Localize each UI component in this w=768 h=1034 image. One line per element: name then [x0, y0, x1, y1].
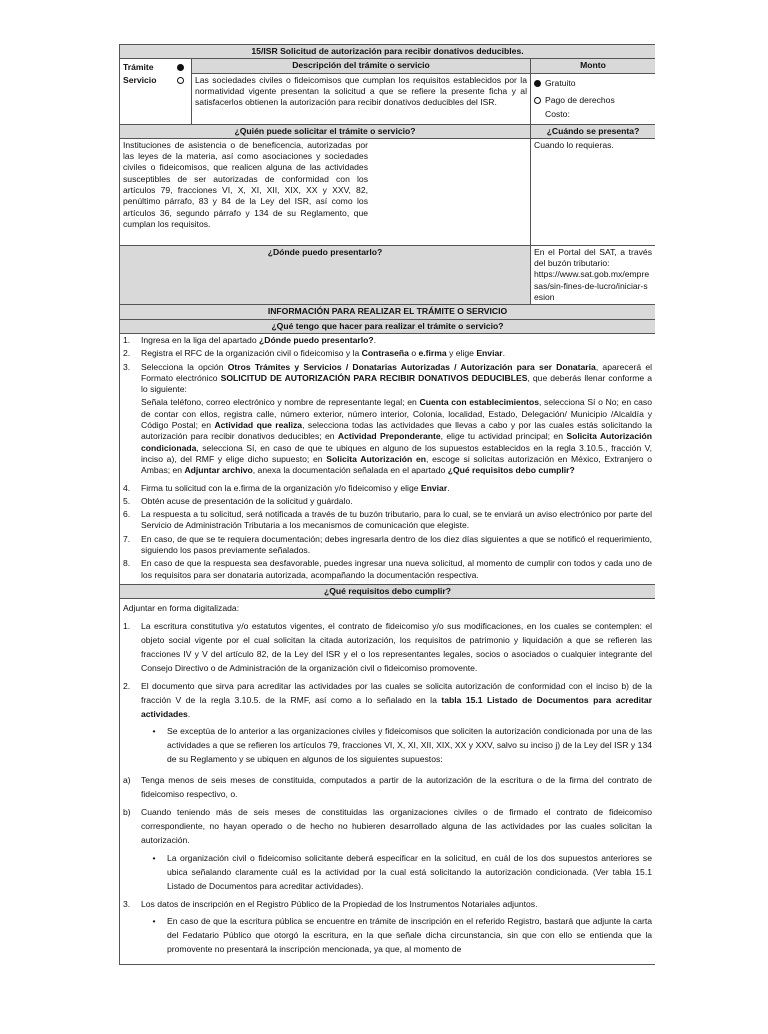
procedure-description: Las sociedades civiles o fideicomisos que cumplan los requisitos establecidos por la normatividad vigente presentan la solicitud a que se refiere la presente ficha y al satisfacerlos obtienen la autorización para recibir donativos deducibles del ISR.	[192, 73, 531, 124]
quien-header: ¿Quién puede solicitar el trámite o servicio?	[120, 124, 531, 138]
requisitos-intro: Adjuntar en forma digitalizada:	[123, 603, 240, 614]
steps-cell	[120, 333, 656, 584]
list-item: 3. Los datos de inscripción en el Registro Público de la Propiedad de los Instrumentos Notariales adjuntos. • En caso de que la escritura pública se encuentre en trámite de inscripción en el referido Registro, bastará que adjunte la carta del Fedatario Público que otorgó la escritura, en la que señale dicha circunstancia, sin que con ello se entienda que la promovente no presentará la inscripción mencionada, ya que, al momento de	[123, 899, 653, 955]
list-item: a) Tenga menos de seis meses de constituida, computados a partir de la autorización de la escritura o de la firma del contrato de fideicomiso respectivo, o.	[123, 775, 653, 800]
donde-url[interactable]: https://www.sat.gob.mx/empresas/sin-fines-de-lucro/iniciar-sesion	[534, 269, 650, 303]
info-section-header: INFORMACIÓN PARA REALIZAR EL TRÁMITE O SERVICIO	[120, 305, 656, 319]
bullet-icon: •	[152, 853, 156, 864]
list-item: 2. El documento que sirva para acreditar las actividades por las cuales se solicita autorización de conformidad con el inciso b) de la fracción V de la regla 3.10.5. de la RMF, así como a lo señalado en la tabla 15.1 Listado de Documentos para acreditar actividades. • Se exceptúa de lo anterior a las organizaciones civiles y fideicomisos que soliciten la autorización condicionada por una de las actividades a que se refieren los artículos 79, fracciones VI, X, XI, XII, XIX, XX y XXV, salvo su inciso j) de la Ley del ISR y 134 de su Reglamento y se ubiquen en algunos de los siguientes supuestos:	[123, 681, 653, 765]
list-item: b) Cuando teniendo más de seis meses de constituidas las organizaciones civiles o de firmado el contrato de fideicomiso correspondiente, no hayan operado o de hecho no hubieren desarrollado alguna de las actividades por las cuales solicitan la autorización.	[123, 807, 653, 846]
list-item: 2. Registra el RFC de la organización civil o fideicomiso y la Contraseña o e.firma y elige Enviar.	[123, 348, 505, 359]
requisitos-list	[123, 619, 652, 959]
monto-header: Monto	[531, 59, 656, 73]
list-item: 5. Obtén acuse de presentación de la solicitud y guárdalo.	[123, 495, 353, 506]
tramite-type-cell	[120, 59, 192, 124]
list-item: 4. Firma tu solicitud con la e.firma de la organización y/o fideicomiso y elige Enviar.	[123, 482, 450, 493]
tramite-selected-bullet-icon	[177, 64, 184, 71]
requisitos-cell	[120, 599, 656, 965]
servicio-label: Servicio	[123, 75, 157, 86]
gratuito-selected-bullet-icon	[534, 80, 541, 87]
monto-pago-derechos: Pago de derechos	[545, 94, 615, 105]
cuando-header: ¿Cuándo se presenta?	[531, 124, 656, 138]
donde-text: En el Portal del SAT, a través del buzón tributario:	[534, 246, 653, 269]
quien-text: Instituciones de asistencia o de beneficencia, autorizadas por las leyes de la materia, así como asociaciones y sociedades civiles o fideicomisos, que realicen alguna de las actividades susceptibles de ser autorizadas de conformidad con los artículos 79, fracciones VI, X, XI, XII, XIX, XX y XXV, 82, penúltimo párrafo, 83 y 84 de la Ley del ISR, así como los artículos 36, segundo párrafo y 134 de su Reglamento, que cumplan los requisitos.	[123, 139, 368, 229]
bullet-item: • La organización civil o fideicomiso solicitante deberá especificar en la solicitud, en cuál de los dos supuestos anteriores se ubica señalando claramente cuál es la actividad por la cual está solicitando la autorización condicionada. (Ver tabla 15.1 Listado de Documentos para acreditar actividades).	[141, 851, 652, 893]
description-header: Descripción del trámite o servicio	[192, 59, 531, 73]
list-item: 6. La respuesta a tu solicitud, será notificada a través de tu buzón tributario, para lo cual, se te enviará un aviso electrónico por parte del Servicio de Administración Tributaria a los mecanismos de comunicación que elegiste.	[123, 509, 653, 531]
monto-costo: Costo:	[545, 109, 570, 120]
list-item: 1. Ingresa en la liga del apartado ¿Dónde puedo presentarlo?.	[123, 334, 376, 345]
list-item: 8. En caso de que la respuesta sea desfavorable, puedes ingresar una nueva solicitud, al momento de cumplir con todos y cada uno de los requisitos para ser donataria autorizada, acompañando la documentación respectiva.	[123, 558, 653, 580]
cuando-text: Cuando lo requieras.	[531, 138, 656, 245]
monto-cell	[531, 73, 656, 124]
document-title: 15/ISR Solicitud de autorización para recibir donativos deducibles.	[120, 45, 656, 59]
tramite-label: Trámite	[123, 62, 154, 73]
bullet-item: • En caso de que la escritura pública se encuentre en trámite de inscripción en el referido Registro, bastará que adjunte la carta del Fedatario Público que otorgó la escritura, en la que señale dicha circunstancia, sin que con ello se entienda que la promovente no presentará la inscripción mencionada, ya que, al momento de	[141, 914, 652, 956]
list-item: 1. La escritura constitutiva y/o estatutos vigentes, el contrato de fideicomiso y/o sus modificaciones, en los cuales se contemplen: el objeto social vigente por el cual solicitan la citada autorización, los requisitos de patrimonio y liquidación a que se refieren las fracciones IV y V del artículo 82, de la Ley del ISR y el o los representantes legales, socios o asociados o cualquier integrante del Consejo Directivo o de Administración de la organización civil o fideicomiso promovente.	[123, 621, 653, 674]
steps-list	[123, 335, 652, 581]
list-item	[123, 851, 652, 893]
bullet-icon: •	[152, 916, 156, 927]
bullet-item: • Se exceptúa de lo anterior a las organizaciones civiles y fideicomisos que soliciten la autorización condicionada por una de las actividades a que se refieren los artículos 79, fracciones VI, X, XI, XII, XIX, XX y XXV, salvo su inciso j) de la Ley del ISR y 134 de su Reglamento y se ubiquen en algunos de los siguientes supuestos:	[141, 724, 652, 766]
quien-cell	[120, 138, 531, 245]
donde-header: ¿Dónde puedo presentarlo?	[120, 245, 531, 304]
que-hacer-header: ¿Qué tengo que hacer para realizar el trámite o servicio?	[120, 319, 656, 333]
monto-gratuito: Gratuito	[545, 77, 576, 88]
requisitos-header: ¿Qué requisitos debo cumplir?	[120, 584, 656, 598]
procedure-form-table	[119, 44, 655, 965]
servicio-empty-bullet-icon	[177, 77, 184, 84]
list-item: 7. En caso, de que se te requiera documentación; debes ingresarla dentro de los diez días siguientes a que se notificó el requerimiento, siguiendo los pasos previamente señalados.	[123, 533, 653, 556]
step3-detail: Señala teléfono, correo electrónico y nombre de representante legal; en Cuenta con establecimientos, selecciona Sí o No; en caso de contar con ellos, registra calle, número exterior, número interior, Colonia, localidad, Estado, Delegación/ Municipio /Alcaldía y Código Postal; en Actividad que realiza, selecciona todas las actividades que llevas a cabo y por las cuales estás solicitando la autorización para recibir donativos deducibles; en Actividad Preponderante, elige tu actividad principal; en Solicita Autorización condicionada, selecciona Sí, en caso de que te ubiques en alguno de los supuestos establecidos en la regla 3.10.5., fracción V, inciso a), del RMF y elige dicho supuesto; en Solicita Autorización en, escoge si solicitas autorización en México, Extranjero o Ambas; en Adjuntar archivo, anexa la documentación señalada en el apartado ¿Qué requisitos debo cumplir?	[141, 397, 653, 476]
pago-empty-bullet-icon	[534, 97, 541, 104]
document-page	[119, 44, 655, 1034]
bullet-icon: •	[152, 726, 156, 737]
donde-cell	[531, 245, 656, 304]
list-item: 3. Selecciona la opción Otros Trámites y Servicios / Donatarias Autorizadas / Autorización para ser Donataria, aparecerá el Formato electrónico SOLICITUD DE AUTORIZACIÓN PARA RECIBIR DONATIVOS DEDUCIBLES, que deberás llenar conforme a lo siguiente: Señala teléfono, correo electrónico y nombre de representante legal; en Cuenta con establecimientos, selecciona Sí o No; en caso de contar con ellos, registra calle, número exterior, número interior, Colonia, localidad, Estado, Delegación/ Municipio /Alcaldía y Código Postal; en Actividad que realiza, selecciona todas las actividades que llevas a cabo y por las cuales estás solicitando la autorización para recibir donativos deducibles; en Actividad Preponderante, elige tu actividad principal; en Solicita Autorización condicionada, selecciona Sí, en caso de que te ubiques en alguno de los supuestos establecidos en la regla 3.10.5., fracción V, inciso a), del RMF y elige dicho supuesto; en Solicita Autorización en, escoge si solicitas autorización en México, Extranjero o Ambas; en Adjuntar archivo, anexa la documentación señalada en el apartado ¿Qué requisitos debo cumplir?	[123, 361, 653, 476]
